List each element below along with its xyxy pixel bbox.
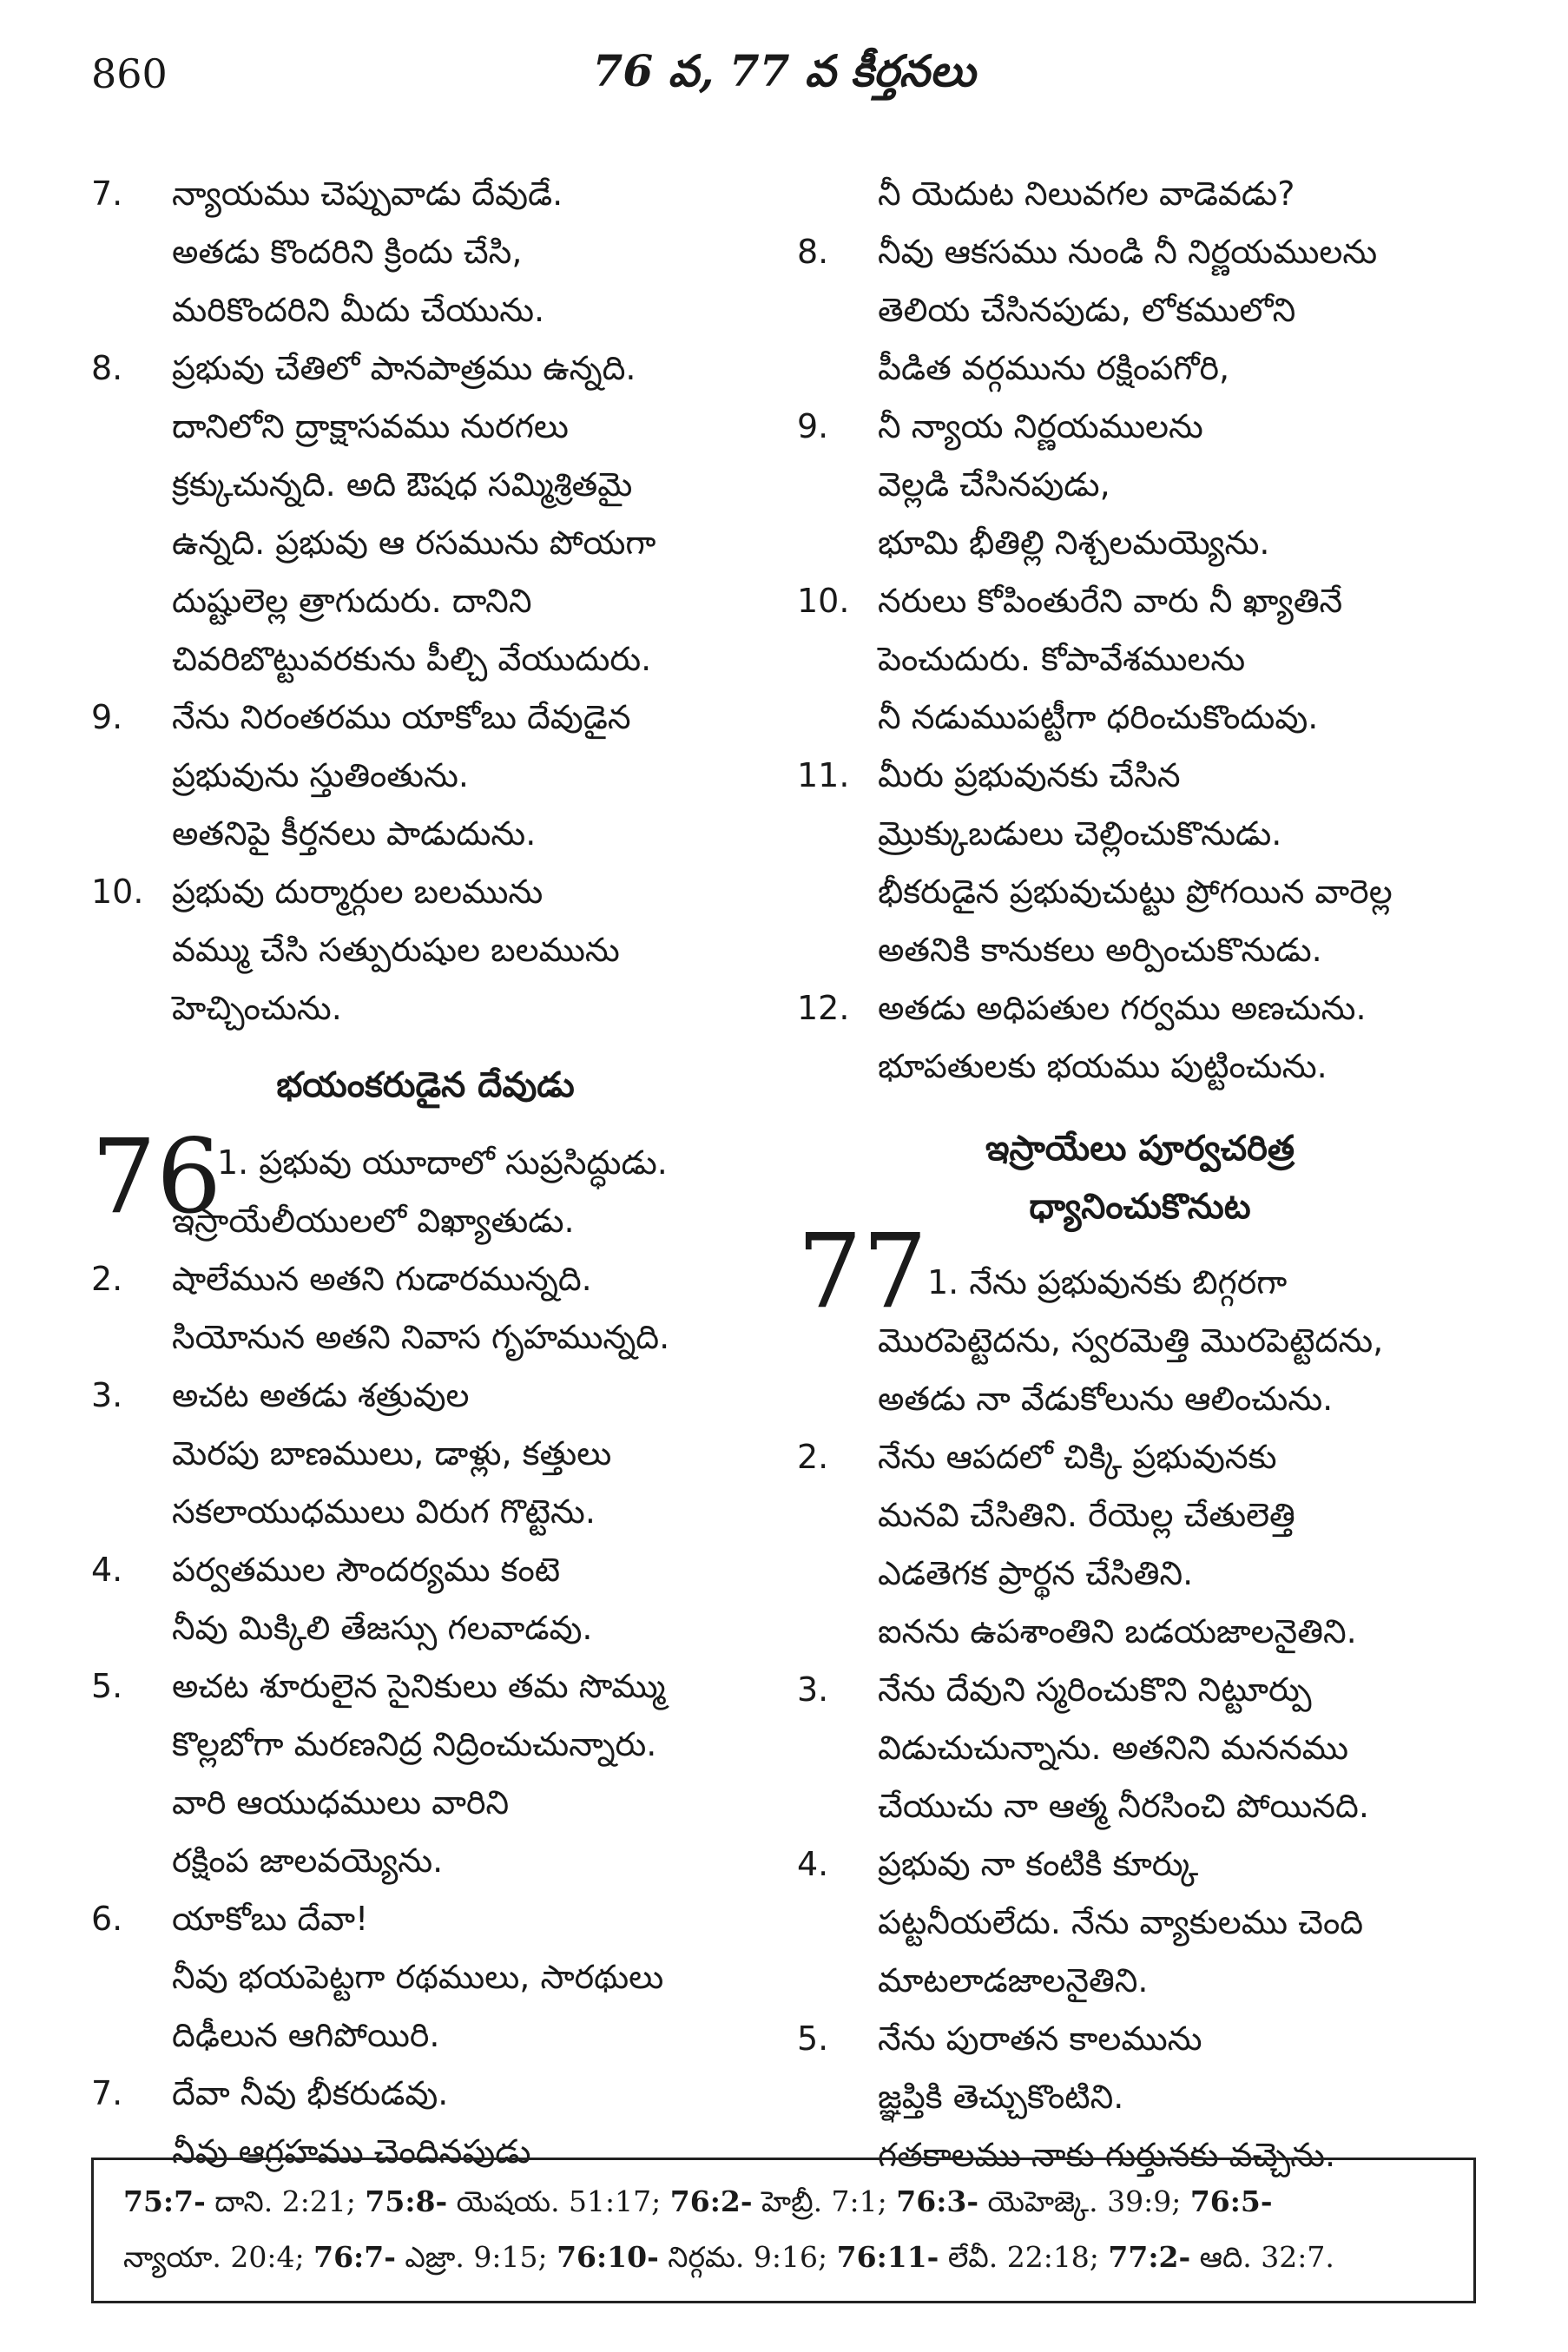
verse-line <box>797 1370 1483 1428</box>
verse-line <box>91 863 760 921</box>
verse-text: నేను ఆపదలో చిక్కి ప్రభువునకు <box>878 1438 1277 1476</box>
verse-text: మాటలాడజాలనైతిని. <box>878 1961 1149 2000</box>
verse-line <box>91 747 760 805</box>
verse-line <box>91 1774 760 1832</box>
psalm-76-verses <box>91 1192 760 2181</box>
verse-number: 2. <box>797 1438 829 1476</box>
footnote-citation: నిర్గమ. 9:16; <box>658 2240 837 2274</box>
verse-text: హెచ్చించును. <box>172 989 342 1027</box>
verse-text: సకలాయుధములు విరుగ గొట్టెను. <box>172 1492 596 1531</box>
verse-line <box>91 1425 760 1483</box>
verse-text: నీ నడుముపట్టీగా ధరించుకొందువు. <box>878 698 1319 736</box>
page-number: 860 <box>91 50 168 97</box>
verse-text: చేయుచు నా ఆత్మ నీరసించి పోయినది. <box>878 1787 1369 1825</box>
verse-text: ఎడతెగక ప్రార్థన చేసితిని. <box>878 1554 1194 1592</box>
verse-number: 9. <box>91 698 123 736</box>
verse-line <box>797 1777 1483 1835</box>
verse-text: నీవు ఆగ్రహము చెందినపుడు <box>172 2132 531 2171</box>
verse-text: నీ న్యాయ నిర్ణయములను <box>878 407 1203 445</box>
verse-line <box>91 1367 760 1425</box>
footnote-citation: దాని. 2:21; <box>205 2184 366 2218</box>
verse-line <box>797 398 1483 456</box>
psalm-76-heading: భయంకరుడైన దేవుడు <box>276 1065 575 1105</box>
verse-text: పీడిత వర్గమును రక్షింపగోరి, <box>878 349 1230 387</box>
verse-text: భూమి భీతిల్లి నిశ్చలమయ్యెను. <box>878 524 1270 562</box>
verse-text: మనవి చేసితిని. రేయెల్ల చేతులెత్తి <box>878 1496 1295 1534</box>
verse-text: గతకాలము నాకు గుర్తునకు వచ్చెను. <box>878 2136 1336 2174</box>
verse-text: ప్రభువును స్తుతింతును. <box>172 756 469 794</box>
verse-text: జ్ఞప్తికి తెచ్చుకొంటిని. <box>878 2078 1124 2116</box>
verse-line <box>91 1890 760 1948</box>
verse-text: ఐనను ఉపశాంతిని బడయజాలనైతిని. <box>878 1612 1357 1650</box>
verse-text: దానిలోని ద్రాక్షాసవము నురగలు <box>172 407 569 445</box>
psalm-77-number: 77 <box>797 1211 928 1331</box>
verse-line <box>797 223 1483 281</box>
verse-number: 4. <box>797 1845 829 1883</box>
footnote-reference: 76:3- <box>896 2184 979 2218</box>
verse-text: అతనికి కానుకలు అర్పించుకొనుడు. <box>878 931 1322 969</box>
verse-line <box>797 688 1483 747</box>
verse-line <box>797 456 1483 514</box>
right-column <box>797 165 1483 2184</box>
verse-text: దిఢీలున ఆగిపోయిరి. <box>172 2016 440 2054</box>
verse-line <box>91 630 760 688</box>
verse-text: తెలియ చేసినపుడు, లోకములోని <box>878 291 1296 329</box>
verse-text: అతడు కొందరిని క్రిందు చేసి, <box>172 233 523 271</box>
verse-text: చివరిబొట్టువరకును పీల్చి వేయుదురు. <box>172 640 652 678</box>
verse-number: 10. <box>91 873 144 911</box>
verse-line <box>797 1486 1483 1545</box>
verse-text: పట్టనీయలేదు. నేను వ్యాకులము చెంది <box>878 1903 1364 1941</box>
footnote-citation: ఆది. 32:7. <box>1190 2240 1334 2274</box>
verse-number: 7. <box>91 2074 123 2112</box>
verse-text: అచట శూరులైన సైనికులు తమ సొమ్ము <box>172 1667 666 1705</box>
verse-text: నరులు కోపింతురేని వారు నీ ఖ్యాతినే <box>878 582 1343 620</box>
verse-number: 6. <box>91 1900 123 1938</box>
footnote-reference: 77:2- <box>1108 2240 1191 2274</box>
verse-text: నీవు భయపెట్టగా రథములు, సారథులు <box>172 1958 664 1996</box>
verse-number: 10. <box>797 582 850 620</box>
cross-reference-box <box>91 2158 1476 2303</box>
verse-line <box>91 1308 760 1367</box>
verse-text: విడుచుచున్నాను. అతనిని మననము <box>878 1729 1349 1767</box>
verse-number: 8. <box>797 233 829 271</box>
verse-text: దుష్టులెల్ల త్రాగుదురు. దానిని <box>172 582 532 620</box>
verse-line <box>91 1541 760 1599</box>
verse-text: పర్వతముల సౌందర్యము కంటె <box>172 1551 561 1589</box>
verse-line <box>91 805 760 863</box>
footnote-reference: 76:11- <box>836 2240 939 2274</box>
verse-line <box>797 2068 1483 2126</box>
left-top-verses <box>91 165 760 1038</box>
verse-line <box>91 1599 760 1657</box>
footnote-reference: 75:7- <box>123 2184 206 2218</box>
verse-text: క్రక్కుచున్నది. అది ఔషధ సమ్మిశ్రితమై <box>172 465 633 504</box>
verse-text: మ్రొక్కుబడులు చెల్లించుకొనుడు. <box>878 814 1282 853</box>
verse-line <box>797 747 1483 805</box>
verse-line <box>797 514 1483 572</box>
verse-line <box>91 1948 760 2006</box>
verse-line <box>91 1483 760 1541</box>
footnote-citation: లేవీ. 22:18; <box>939 2240 1109 2274</box>
verse-number: 3. <box>797 1670 829 1709</box>
psalm-77-heading-line-1: ఇస్రాయేలు పూర్వచరిత్ర <box>985 1129 1295 1169</box>
verse-text: నేను దేవుని స్మరించుకొని నిట్టూర్పు <box>878 1670 1312 1709</box>
verse-text: ప్రభువు దుర్మార్గుల బలమును <box>172 873 544 911</box>
verse-line <box>797 1038 1483 1096</box>
footnote-reference: 76:10- <box>557 2240 659 2274</box>
verse-line <box>91 223 760 281</box>
verse-line <box>91 921 760 979</box>
verse-line <box>797 1835 1483 1894</box>
verse-line <box>91 1250 760 1308</box>
verse-line <box>91 979 760 1038</box>
verse-line <box>797 281 1483 339</box>
running-head: 76 వ, 77 వ కీర్తనలు <box>592 45 976 96</box>
verse-line <box>797 630 1483 688</box>
verse-text: మొరపెట్టెదను, స్వరమెత్తి మొరపెట్టెదను, <box>878 1321 1384 1360</box>
verse-number: 5. <box>91 1667 123 1705</box>
verse-line <box>91 398 760 456</box>
footnote-reference: 75:8- <box>365 2184 448 2218</box>
verse-text: అతనిపై కీర్తనలు పాడుదును. <box>172 814 537 853</box>
verse-text: మెరపు బాణములు, డాళ్లు, కత్తులు <box>172 1434 612 1472</box>
verse-number: 7. <box>91 175 123 213</box>
verse-text: పెంచుదురు. కోపావేశములను <box>878 640 1246 678</box>
footnote-line <box>123 2174 1444 2230</box>
verse-line <box>91 1657 760 1716</box>
verse-line <box>797 1312 1483 1370</box>
verse-line <box>91 1192 760 1250</box>
verse-number: 11. <box>797 756 850 794</box>
footnote-reference: 76:7- <box>313 2240 396 2274</box>
psalm-77-verses <box>797 1312 1483 2184</box>
verse-number: 3. <box>91 1376 123 1414</box>
footnote-citation: ఎజ్రా. 9:15; <box>395 2240 557 2274</box>
verse-text: వమ్ము చేసి సత్పురుషుల బలమును <box>172 931 620 969</box>
footnote-reference: 76:5- <box>1189 2184 1273 2218</box>
psalm-77-block <box>797 1178 1483 1331</box>
verse-text: మీరు ప్రభువునకు చేసిన <box>878 756 1181 794</box>
verse-text: యాకోబు దేవా! <box>172 1900 369 1938</box>
verse-line <box>91 456 760 514</box>
verse-line <box>797 921 1483 979</box>
psalm-76-number: 76 <box>91 1117 222 1236</box>
verse-line <box>797 1894 1483 1952</box>
verse-number: 8. <box>91 349 123 387</box>
verse-text: ఉన్నది. ప్రభువు ఆ రసమును పోయగా <box>172 524 656 562</box>
right-top-verses <box>797 165 1483 1096</box>
verse-text: మరికొందరిని మీదు చేయును. <box>172 291 545 329</box>
verse-text: వెల్లడి చేసినపుడు, <box>878 465 1110 504</box>
verse-text: నేను నిరంతరము యాకోబు దేవుడైన <box>172 698 631 736</box>
verse-text: అచట అతడు శత్రువుల <box>172 1376 470 1414</box>
footnote-citation: యెహెజ్కె. 39:9; <box>978 2184 1190 2218</box>
verse-line <box>91 688 760 747</box>
verse-text: నీవు ఆకసము నుండి నీ నిర్ణయములను <box>878 233 1378 271</box>
verse-text: భీకరుడైన ప్రభువుచుట్టు ప్రోగయిన వారెల్ల <box>878 873 1393 911</box>
verse-number: 9. <box>797 407 829 445</box>
verse-text: న్యాయము చెప్పువాడు దేవుడే. <box>172 175 563 213</box>
verse-line <box>797 863 1483 921</box>
verse-line <box>797 805 1483 863</box>
footnote-citation: హెబ్రీ. 7:1; <box>752 2184 897 2218</box>
verse-text: నీ యెదుట నిలువగల వాడెవడు? <box>878 175 1295 213</box>
verse-text: కొల్లబోగా మరణనిద్ర నిద్రించుచున్నారు. <box>172 1725 657 1763</box>
verse-line <box>797 1719 1483 1777</box>
verse-text: ప్రభువు చేతిలో పానపాత్రము ఉన్నది. <box>172 349 636 387</box>
footnote-citation: న్యాయా. 20:4; <box>123 2240 314 2274</box>
verse-number: 4. <box>91 1551 123 1589</box>
verse-text: ఇస్రాయేలీయులలో విఖ్యాతుడు. <box>172 1202 575 1240</box>
verse-number: 5. <box>797 2019 829 2058</box>
verse-line <box>797 1545 1483 1603</box>
verse-line <box>797 339 1483 398</box>
verse-line <box>91 572 760 630</box>
verse-text: భూపతులకు భయము పుట్టించును. <box>878 1047 1328 1085</box>
psalm-77-heading-line-2: ధ్యానించుకొనుట <box>1029 1187 1251 1227</box>
verse-line <box>91 2065 760 2123</box>
footnote-reference: 76:2- <box>669 2184 753 2218</box>
footnote-line <box>123 2230 1444 2285</box>
verse-line <box>91 339 760 398</box>
verse-line <box>797 1603 1483 1661</box>
left-column <box>91 165 760 2181</box>
verse-line <box>797 572 1483 630</box>
verse-line <box>91 1716 760 1774</box>
verse-line <box>797 165 1483 223</box>
verse-number: 2. <box>91 1260 123 1298</box>
verse-text: అతడు నా వేడుకోలును ఆలించును. <box>878 1380 1334 1418</box>
verse-number: 12. <box>797 989 850 1027</box>
verse-text: దేవా నీవు భీకరుడవు. <box>172 2074 449 2112</box>
verse-line <box>91 1832 760 1890</box>
verse-line <box>91 165 760 223</box>
verse-text: ప్రభువు నా కంటికి కూర్కు <box>878 1845 1199 1883</box>
verse-line <box>797 979 1483 1038</box>
verse-text: వారి ఆయుధములు వారిని <box>172 1783 510 1822</box>
verse-line <box>797 2010 1483 2068</box>
verse-text: అతడు అధిపతుల గర్వము అణచును. <box>878 989 1367 1027</box>
verse-text: నేను పురాతన కాలమును <box>878 2019 1202 2058</box>
verse-line <box>797 1952 1483 2010</box>
psalm-77-verse-1: 1. నేను ప్రభువునకు బిగ్గరగా <box>927 1263 1288 1301</box>
psalm-76-verse-1: 1. ప్రభువు యూదాలో సుప్రసిద్ధుడు. <box>217 1143 668 1182</box>
verse-line <box>91 281 760 339</box>
verse-line <box>797 1661 1483 1719</box>
verse-line <box>797 1428 1483 1486</box>
verse-line <box>91 514 760 572</box>
footnote-citation: యెషయ. 51:17; <box>447 2184 670 2218</box>
verse-text: రక్షింప జాలవయ్యెను. <box>172 1841 444 1880</box>
verse-text: సియోనున అతని నివాస గృహమున్నది. <box>172 1318 670 1356</box>
verse-text: నీవు మిక్కిలి తేజస్సు గలవాడవు. <box>172 1609 593 1647</box>
verse-text: షాలేమున అతని గుడారమున్నది. <box>172 1260 592 1298</box>
verse-line <box>91 2006 760 2065</box>
